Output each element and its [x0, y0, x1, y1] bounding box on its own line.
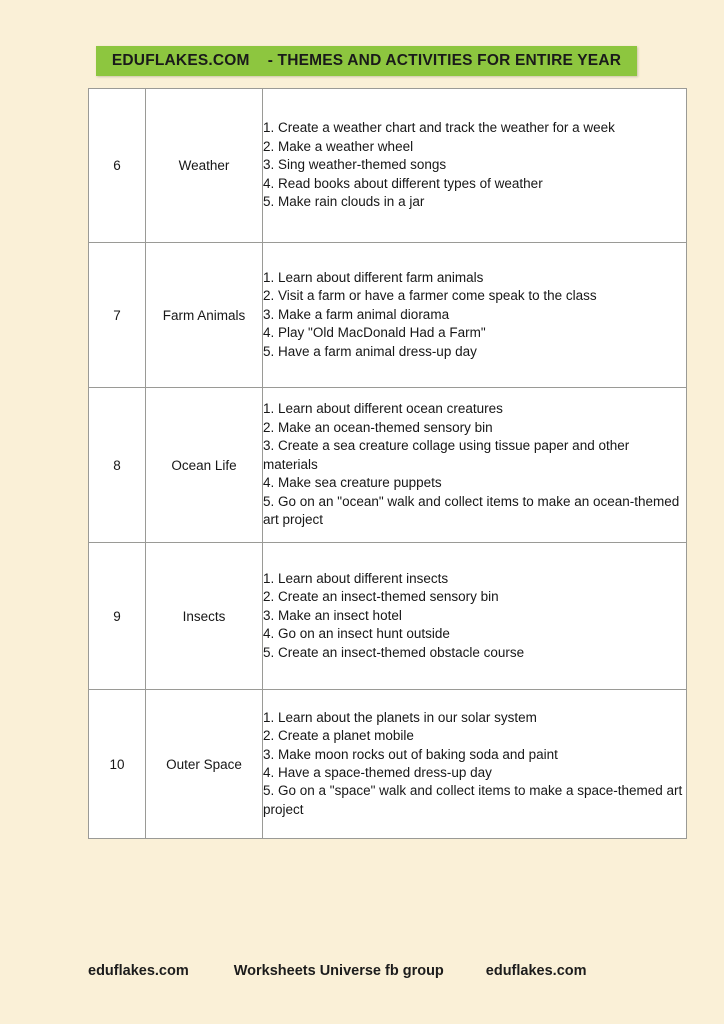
activity-item: 4. Have a space-themed dress-up day: [263, 765, 492, 780]
footer-fb-group: Worksheets Universe fb group: [233, 963, 444, 979]
activity-item: 3. Make a farm animal diorama: [263, 306, 450, 322]
cell-week-number: 10: [89, 690, 146, 839]
activity-item: 2. Visit a farm or have a farmer come speak to the class: [263, 288, 597, 304]
activity-item: 1. Learn about the planets in our solar system: [263, 709, 537, 725]
activity-item: 3. Make moon rocks out of baking soda and paint: [263, 746, 558, 762]
cell-theme-name: Farm Animals: [146, 243, 263, 388]
cell-week-number: 7: [89, 243, 146, 388]
activity-item: 3. Sing weather-themed songs: [263, 157, 447, 173]
activity-item: 5. Have a farm animal dress-up day: [263, 343, 477, 359]
activity-item: 1. Create a weather chart and track the weather for a week: [263, 120, 615, 136]
activity-item: 1. Learn about different ocean creatures: [263, 401, 503, 417]
activity-item: 2. Create an insect-themed sensory bin: [263, 589, 499, 605]
cell-activities-list: [263, 690, 687, 839]
activity-item: 3. Make an insect hotel: [263, 607, 402, 623]
cell-theme-name: Insects: [146, 543, 263, 690]
activity-item: 4. Make sea creature puppets: [263, 475, 442, 491]
header-banner: [96, 46, 637, 76]
activity-item: 2. Make an ocean-themed sensory bin: [263, 419, 493, 435]
cell-activities-list: [263, 388, 687, 543]
themes-activities-table: [88, 88, 687, 839]
activity-item: 1. Learn about different insects: [263, 570, 449, 586]
activity-item: 5. Go on a "space" walk and collect items to make a space-themed art project: [263, 783, 683, 817]
cell-activities-list: [263, 89, 687, 243]
cell-week-number: 8: [89, 388, 146, 543]
table-row: [89, 388, 687, 543]
activity-item: 4. Read books about different types of weather: [263, 175, 543, 191]
table-row: [89, 243, 687, 388]
activity-item: 1. Learn about different farm animals: [263, 269, 484, 285]
activity-item: 4. Play "Old MacDonald Had a Farm": [263, 325, 486, 341]
activity-item: 2. Make a weather wheel: [263, 138, 414, 154]
table-row: [89, 543, 687, 690]
activity-item: 3. Create a sea creature collage using tissue paper and other materials: [263, 438, 630, 472]
activity-item: 5. Create an insect-themed obstacle course: [263, 644, 525, 660]
page-title: EDUFLAKES.COM - THEMES AND ACTIVITIES FOR ENTIRE YEAR: [111, 52, 622, 70]
cell-activities-list: [263, 543, 687, 690]
cell-week-number: 9: [89, 543, 146, 690]
table-row: [89, 690, 687, 839]
cell-theme-name: Outer Space: [146, 690, 263, 839]
footer-site-left: eduflakes.com: [88, 963, 189, 979]
activity-item: 5. Make rain clouds in a jar: [263, 194, 425, 210]
activity-item: 2. Create a planet mobile: [263, 728, 414, 744]
cell-week-number: 6: [89, 89, 146, 243]
footer-site-right: eduflakes.com: [485, 963, 587, 979]
footer: [88, 958, 683, 984]
activity-item: 5. Go on an "ocean" walk and collect items to make an ocean-themed art project: [263, 493, 680, 528]
cell-theme-name: Weather: [146, 89, 263, 243]
table-body: [89, 89, 687, 839]
cell-theme-name: Ocean Life: [146, 388, 263, 543]
cell-activities-list: [263, 243, 687, 388]
table-row: [89, 89, 687, 243]
activity-item: 4. Go on an insect hunt outside: [263, 626, 450, 642]
